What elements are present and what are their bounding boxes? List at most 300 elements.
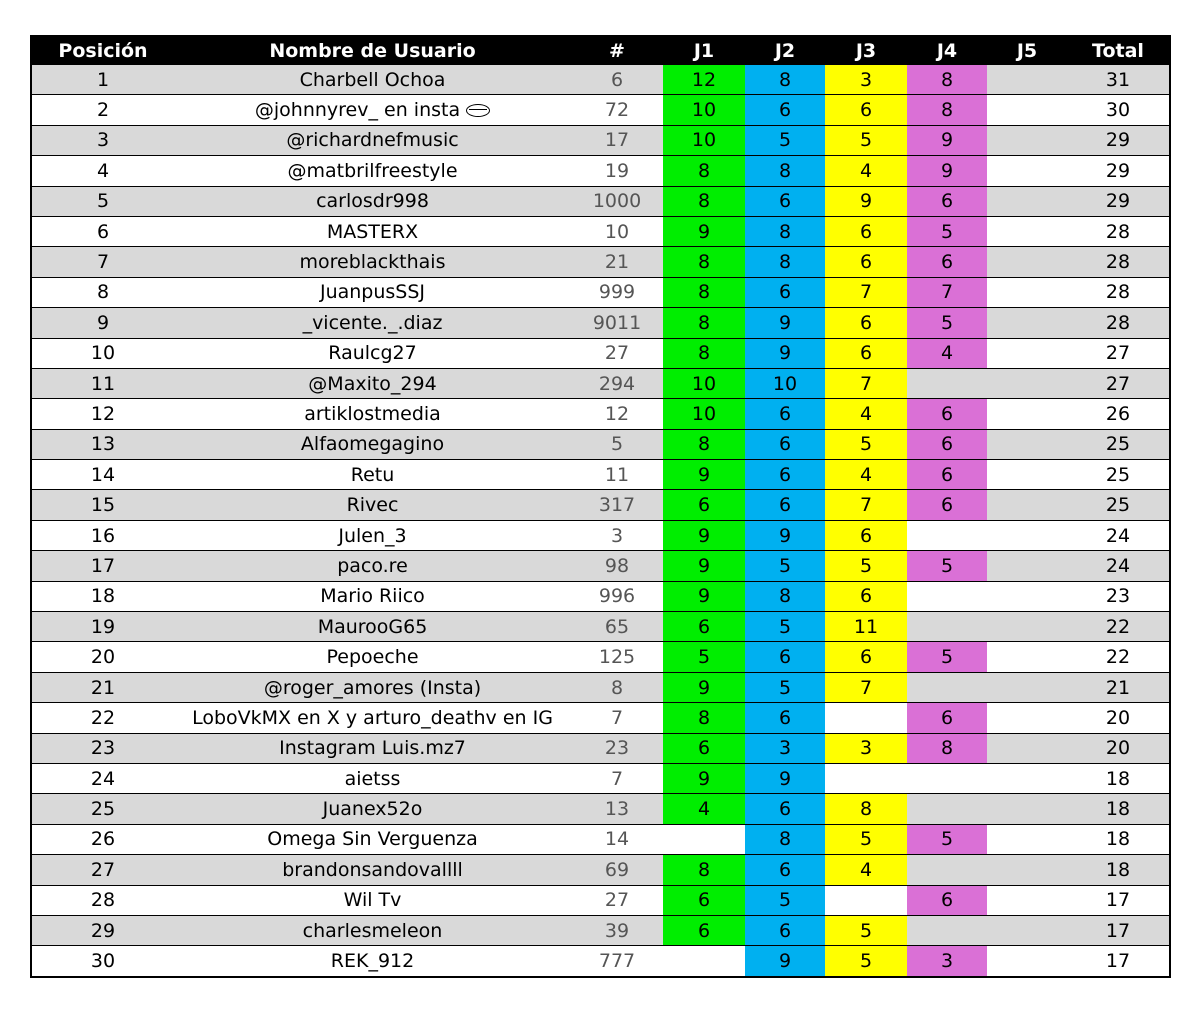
username-cell bbox=[174, 855, 571, 885]
j3-score-cell: 5 bbox=[825, 429, 907, 459]
j2-score-cell: 8 bbox=[745, 156, 825, 186]
j1-score-cell: 8 bbox=[663, 855, 745, 885]
table-body bbox=[31, 65, 1170, 977]
username-text: brandonsandovallll bbox=[282, 858, 463, 881]
number-cell: 65 bbox=[571, 612, 663, 642]
position-cell: 28 bbox=[31, 885, 174, 915]
j1-score-cell: 10 bbox=[663, 95, 745, 125]
number-cell: 8 bbox=[571, 672, 663, 702]
position-cell: 5 bbox=[31, 186, 174, 216]
j4-score-cell: 4 bbox=[907, 338, 987, 368]
j2-score-cell: 6 bbox=[745, 642, 825, 672]
username-cell bbox=[174, 186, 571, 216]
number-cell: 125 bbox=[571, 642, 663, 672]
number-cell: 9011 bbox=[571, 308, 663, 338]
j5-score-cell bbox=[987, 824, 1067, 854]
username-cell bbox=[174, 794, 571, 824]
j4-score-cell bbox=[907, 855, 987, 885]
j3-score-cell: 6 bbox=[825, 247, 907, 277]
j2-score-cell: 9 bbox=[745, 520, 825, 550]
j5-score-cell bbox=[987, 946, 1067, 977]
j1-score-cell: 9 bbox=[663, 520, 745, 550]
position-cell: 15 bbox=[31, 490, 174, 520]
j1-score-cell: 10 bbox=[663, 125, 745, 155]
number-cell: 39 bbox=[571, 915, 663, 945]
number-cell: 996 bbox=[571, 581, 663, 611]
number-cell: 777 bbox=[571, 946, 663, 977]
total-cell: 17 bbox=[1067, 915, 1170, 945]
j2-score-cell: 5 bbox=[745, 885, 825, 915]
header-position: Posición bbox=[31, 36, 174, 65]
header-j4: J4 bbox=[907, 36, 987, 65]
j2-score-cell: 6 bbox=[745, 95, 825, 125]
number-cell: 23 bbox=[571, 733, 663, 763]
total-cell: 17 bbox=[1067, 946, 1170, 977]
username-cell bbox=[174, 156, 571, 186]
j2-score-cell: 6 bbox=[745, 460, 825, 490]
table-row bbox=[31, 399, 1170, 429]
total-cell: 29 bbox=[1067, 156, 1170, 186]
total-cell: 20 bbox=[1067, 703, 1170, 733]
position-cell: 2 bbox=[31, 95, 174, 125]
username-text: Mario Riico bbox=[320, 585, 425, 608]
j4-score-cell: 7 bbox=[907, 277, 987, 307]
username-text: MASTERX bbox=[326, 220, 419, 243]
table-row bbox=[31, 277, 1170, 307]
j5-score-cell bbox=[987, 915, 1067, 945]
j2-score-cell: 9 bbox=[745, 308, 825, 338]
j5-score-cell bbox=[987, 429, 1067, 459]
table-row bbox=[31, 125, 1170, 155]
total-cell: 27 bbox=[1067, 368, 1170, 398]
j4-score-cell: 6 bbox=[907, 429, 987, 459]
j1-score-cell: 6 bbox=[663, 490, 745, 520]
username-text: Instagram Luis.mz7 bbox=[279, 737, 466, 760]
username-cell bbox=[174, 703, 571, 733]
position-cell: 23 bbox=[31, 733, 174, 763]
username-text: MaurooG65 bbox=[317, 615, 428, 638]
table-row bbox=[31, 642, 1170, 672]
j4-score-cell: 6 bbox=[907, 186, 987, 216]
total-cell: 28 bbox=[1067, 277, 1170, 307]
total-cell: 21 bbox=[1067, 672, 1170, 702]
username-text: JuanpusSSJ bbox=[319, 281, 426, 304]
total-cell: 30 bbox=[1067, 95, 1170, 125]
j5-score-cell bbox=[987, 490, 1067, 520]
username-cell bbox=[174, 672, 571, 702]
j3-score-cell: 6 bbox=[825, 308, 907, 338]
username-cell bbox=[174, 885, 571, 915]
j1-score-cell: 9 bbox=[663, 672, 745, 702]
j1-score-cell: 8 bbox=[663, 156, 745, 186]
j4-score-cell: 5 bbox=[907, 308, 987, 338]
username-cell bbox=[174, 763, 571, 793]
j2-score-cell: 5 bbox=[745, 125, 825, 155]
j3-score-cell: 5 bbox=[825, 915, 907, 945]
j5-score-cell bbox=[987, 551, 1067, 581]
number-cell: 19 bbox=[571, 156, 663, 186]
username-cell bbox=[174, 824, 571, 854]
table-row bbox=[31, 946, 1170, 977]
j5-score-cell bbox=[987, 672, 1067, 702]
j2-score-cell: 6 bbox=[745, 794, 825, 824]
position-cell: 11 bbox=[31, 368, 174, 398]
j1-score-cell: 12 bbox=[663, 65, 745, 95]
username-cell bbox=[174, 946, 571, 977]
j4-score-cell bbox=[907, 368, 987, 398]
total-cell: 17 bbox=[1067, 885, 1170, 915]
j3-score-cell: 7 bbox=[825, 490, 907, 520]
j3-score-cell: 5 bbox=[825, 946, 907, 977]
username-cell bbox=[174, 216, 571, 246]
position-cell: 29 bbox=[31, 915, 174, 945]
j3-score-cell: 3 bbox=[825, 65, 907, 95]
table-row bbox=[31, 216, 1170, 246]
j3-score-cell: 4 bbox=[825, 460, 907, 490]
total-cell: 22 bbox=[1067, 642, 1170, 672]
position-cell: 16 bbox=[31, 520, 174, 550]
table-row bbox=[31, 733, 1170, 763]
j5-score-cell bbox=[987, 308, 1067, 338]
header-number: # bbox=[571, 36, 663, 65]
j5-score-cell bbox=[987, 216, 1067, 246]
j5-score-cell bbox=[987, 338, 1067, 368]
position-cell: 30 bbox=[31, 946, 174, 977]
position-cell: 26 bbox=[31, 824, 174, 854]
number-cell: 98 bbox=[571, 551, 663, 581]
position-cell: 17 bbox=[31, 551, 174, 581]
j3-score-cell: 8 bbox=[825, 794, 907, 824]
table-row bbox=[31, 460, 1170, 490]
username-cell bbox=[174, 642, 571, 672]
j3-score-cell: 7 bbox=[825, 368, 907, 398]
j1-score-cell: 6 bbox=[663, 885, 745, 915]
username-cell bbox=[174, 399, 571, 429]
username-text: @richardnefmusic bbox=[286, 129, 459, 152]
username-cell bbox=[174, 247, 571, 277]
total-cell: 29 bbox=[1067, 125, 1170, 155]
j1-score-cell: 9 bbox=[663, 216, 745, 246]
j2-score-cell: 6 bbox=[745, 429, 825, 459]
j2-score-cell: 6 bbox=[745, 855, 825, 885]
table-row bbox=[31, 885, 1170, 915]
total-cell: 18 bbox=[1067, 794, 1170, 824]
table-row bbox=[31, 368, 1170, 398]
j1-score-cell: 4 bbox=[663, 794, 745, 824]
j2-score-cell: 6 bbox=[745, 490, 825, 520]
table-row bbox=[31, 520, 1170, 550]
number-cell: 27 bbox=[571, 338, 663, 368]
j4-score-cell bbox=[907, 581, 987, 611]
j5-score-cell bbox=[987, 581, 1067, 611]
j1-score-cell: 6 bbox=[663, 915, 745, 945]
total-cell: 28 bbox=[1067, 308, 1170, 338]
j3-score-cell: 6 bbox=[825, 338, 907, 368]
j4-score-cell: 5 bbox=[907, 824, 987, 854]
position-cell: 18 bbox=[31, 581, 174, 611]
j3-score-cell: 6 bbox=[825, 520, 907, 550]
j2-score-cell: 5 bbox=[745, 551, 825, 581]
table-row bbox=[31, 247, 1170, 277]
j5-score-cell bbox=[987, 520, 1067, 550]
table-row bbox=[31, 763, 1170, 793]
j5-score-cell bbox=[987, 95, 1067, 125]
table-row bbox=[31, 95, 1170, 125]
j4-score-cell: 6 bbox=[907, 490, 987, 520]
total-cell: 28 bbox=[1067, 247, 1170, 277]
username-text: Charbell Ochoa bbox=[299, 68, 446, 91]
position-cell: 7 bbox=[31, 247, 174, 277]
number-cell: 3 bbox=[571, 520, 663, 550]
position-cell: 13 bbox=[31, 429, 174, 459]
number-cell: 294 bbox=[571, 368, 663, 398]
j5-score-cell bbox=[987, 703, 1067, 733]
number-cell: 13 bbox=[571, 794, 663, 824]
position-cell: 12 bbox=[31, 399, 174, 429]
j5-score-cell bbox=[987, 399, 1067, 429]
username-cell bbox=[174, 277, 571, 307]
username-text: @matbrilfreestyle bbox=[287, 159, 458, 182]
header-total: Total bbox=[1067, 36, 1170, 65]
j1-score-cell: 5 bbox=[663, 642, 745, 672]
table-row bbox=[31, 65, 1170, 95]
header-row bbox=[31, 36, 1170, 65]
j3-score-cell: 6 bbox=[825, 216, 907, 246]
j4-score-cell: 5 bbox=[907, 642, 987, 672]
j3-score-cell: 6 bbox=[825, 95, 907, 125]
username-cell bbox=[174, 368, 571, 398]
username-cell bbox=[174, 65, 571, 95]
username-cell bbox=[174, 520, 571, 550]
j1-score-cell: 10 bbox=[663, 368, 745, 398]
username-text: Alfaomegagino bbox=[300, 433, 445, 456]
position-cell: 4 bbox=[31, 156, 174, 186]
j4-score-cell: 6 bbox=[907, 460, 987, 490]
number-cell: 5 bbox=[571, 429, 663, 459]
j4-score-cell: 5 bbox=[907, 216, 987, 246]
table-row bbox=[31, 308, 1170, 338]
j1-score-cell: 10 bbox=[663, 399, 745, 429]
j5-score-cell bbox=[987, 763, 1067, 793]
j3-score-cell: 6 bbox=[825, 642, 907, 672]
j5-score-cell bbox=[987, 277, 1067, 307]
position-cell: 6 bbox=[31, 216, 174, 246]
j2-score-cell: 6 bbox=[745, 277, 825, 307]
j1-score-cell: 8 bbox=[663, 308, 745, 338]
position-cell: 3 bbox=[31, 125, 174, 155]
total-cell: 25 bbox=[1067, 490, 1170, 520]
j4-score-cell bbox=[907, 794, 987, 824]
j5-score-cell bbox=[987, 125, 1067, 155]
j2-score-cell: 8 bbox=[745, 216, 825, 246]
j4-score-cell bbox=[907, 612, 987, 642]
j3-score-cell: 5 bbox=[825, 551, 907, 581]
username-text: REK_912 bbox=[330, 950, 415, 973]
table-row bbox=[31, 855, 1170, 885]
table-row bbox=[31, 824, 1170, 854]
number-cell: 21 bbox=[571, 247, 663, 277]
j4-score-cell: 8 bbox=[907, 65, 987, 95]
j4-score-cell bbox=[907, 763, 987, 793]
j1-score-cell: 9 bbox=[663, 581, 745, 611]
username-text: carlosdr998 bbox=[316, 190, 429, 213]
username-text: @Maxito_294 bbox=[308, 372, 437, 395]
table-row bbox=[31, 338, 1170, 368]
header-j5: J5 bbox=[987, 36, 1067, 65]
j1-score-cell: 9 bbox=[663, 763, 745, 793]
j1-score-cell bbox=[663, 946, 745, 977]
position-cell: 25 bbox=[31, 794, 174, 824]
table-row bbox=[31, 612, 1170, 642]
table-row bbox=[31, 186, 1170, 216]
number-cell: 7 bbox=[571, 703, 663, 733]
username-cell bbox=[174, 460, 571, 490]
username-text: Raulcg27 bbox=[328, 342, 417, 365]
total-cell: 18 bbox=[1067, 763, 1170, 793]
position-cell: 9 bbox=[31, 308, 174, 338]
j1-score-cell: 8 bbox=[663, 247, 745, 277]
username-text: Retu bbox=[350, 463, 395, 486]
number-cell: 27 bbox=[571, 885, 663, 915]
j3-score-cell bbox=[825, 763, 907, 793]
header-j1: J1 bbox=[663, 36, 745, 65]
j3-score-cell: 9 bbox=[825, 186, 907, 216]
j4-score-cell: 8 bbox=[907, 733, 987, 763]
position-cell: 14 bbox=[31, 460, 174, 490]
j2-score-cell: 8 bbox=[745, 824, 825, 854]
j3-score-cell: 7 bbox=[825, 672, 907, 702]
total-cell: 27 bbox=[1067, 338, 1170, 368]
j1-score-cell: 8 bbox=[663, 703, 745, 733]
j5-score-cell bbox=[987, 885, 1067, 915]
j5-score-cell bbox=[987, 368, 1067, 398]
total-cell: 26 bbox=[1067, 399, 1170, 429]
j3-score-cell bbox=[825, 703, 907, 733]
j3-score-cell: 4 bbox=[825, 156, 907, 186]
j3-score-cell bbox=[825, 885, 907, 915]
number-cell: 11 bbox=[571, 460, 663, 490]
username-text: Juanex52o bbox=[322, 798, 423, 821]
position-cell: 22 bbox=[31, 703, 174, 733]
j3-score-cell: 7 bbox=[825, 277, 907, 307]
username-text: @roger_amores (Insta) bbox=[263, 676, 482, 699]
number-cell: 7 bbox=[571, 763, 663, 793]
j5-score-cell bbox=[987, 612, 1067, 642]
total-cell: 29 bbox=[1067, 186, 1170, 216]
j2-score-cell: 8 bbox=[745, 65, 825, 95]
username-cell bbox=[174, 95, 571, 125]
j2-score-cell: 6 bbox=[745, 915, 825, 945]
j4-score-cell bbox=[907, 520, 987, 550]
j3-score-cell: 4 bbox=[825, 399, 907, 429]
j1-score-cell bbox=[663, 824, 745, 854]
table-row bbox=[31, 794, 1170, 824]
number-cell: 1000 bbox=[571, 186, 663, 216]
username-text: paco.re bbox=[337, 554, 408, 577]
table-row bbox=[31, 490, 1170, 520]
header-username: Nombre de Usuario bbox=[174, 36, 571, 65]
j4-score-cell: 6 bbox=[907, 885, 987, 915]
j3-score-cell: 4 bbox=[825, 855, 907, 885]
j3-score-cell: 3 bbox=[825, 733, 907, 763]
table-row bbox=[31, 703, 1170, 733]
username-text: Omega Sin Verguenza bbox=[267, 828, 478, 851]
position-cell: 21 bbox=[31, 672, 174, 702]
j4-score-cell: 9 bbox=[907, 156, 987, 186]
number-cell: 72 bbox=[571, 95, 663, 125]
username-text: aietss bbox=[344, 767, 401, 790]
j5-score-cell bbox=[987, 247, 1067, 277]
j1-score-cell: 8 bbox=[663, 277, 745, 307]
username-text: Pepoeche bbox=[326, 646, 419, 669]
j1-score-cell: 8 bbox=[663, 338, 745, 368]
username-text: Wil Tv bbox=[343, 889, 402, 912]
j4-score-cell: 6 bbox=[907, 247, 987, 277]
j4-score-cell: 9 bbox=[907, 125, 987, 155]
table-row bbox=[31, 915, 1170, 945]
header-j3: J3 bbox=[825, 36, 907, 65]
leaderboard-table bbox=[30, 35, 1171, 978]
j2-score-cell: 6 bbox=[745, 703, 825, 733]
j4-score-cell bbox=[907, 915, 987, 945]
username-text: Rivec bbox=[346, 494, 399, 517]
username-cell bbox=[174, 125, 571, 155]
table-header bbox=[31, 36, 1170, 65]
table-row bbox=[31, 672, 1170, 702]
position-cell: 27 bbox=[31, 855, 174, 885]
j4-score-cell: 6 bbox=[907, 399, 987, 429]
j3-score-cell: 5 bbox=[825, 125, 907, 155]
j1-score-cell: 9 bbox=[663, 551, 745, 581]
total-cell: 31 bbox=[1067, 65, 1170, 95]
j5-score-cell bbox=[987, 733, 1067, 763]
total-cell: 25 bbox=[1067, 429, 1170, 459]
number-cell: 999 bbox=[571, 277, 663, 307]
number-cell: 12 bbox=[571, 399, 663, 429]
username-text: charlesmeleon bbox=[302, 919, 443, 942]
j2-score-cell: 3 bbox=[745, 733, 825, 763]
j4-score-cell: 3 bbox=[907, 946, 987, 977]
j5-score-cell bbox=[987, 855, 1067, 885]
position-cell: 10 bbox=[31, 338, 174, 368]
total-cell: 25 bbox=[1067, 460, 1170, 490]
header-j2: J2 bbox=[745, 36, 825, 65]
j2-score-cell: 8 bbox=[745, 247, 825, 277]
username-text: Julen_3 bbox=[338, 524, 407, 547]
j1-score-cell: 8 bbox=[663, 186, 745, 216]
j4-score-cell: 6 bbox=[907, 703, 987, 733]
j5-score-cell bbox=[987, 156, 1067, 186]
username-cell bbox=[174, 308, 571, 338]
j2-score-cell: 9 bbox=[745, 338, 825, 368]
lips-icon bbox=[466, 104, 490, 117]
j1-score-cell: 6 bbox=[663, 733, 745, 763]
j5-score-cell bbox=[987, 65, 1067, 95]
table-row bbox=[31, 581, 1170, 611]
username-cell bbox=[174, 338, 571, 368]
number-cell: 17 bbox=[571, 125, 663, 155]
username-cell bbox=[174, 733, 571, 763]
j2-score-cell: 10 bbox=[745, 368, 825, 398]
number-cell: 317 bbox=[571, 490, 663, 520]
username-text: _vicente._.diaz bbox=[302, 311, 443, 334]
username-cell bbox=[174, 581, 571, 611]
number-cell: 10 bbox=[571, 216, 663, 246]
j1-score-cell: 8 bbox=[663, 429, 745, 459]
total-cell: 18 bbox=[1067, 855, 1170, 885]
position-cell: 20 bbox=[31, 642, 174, 672]
j5-score-cell bbox=[987, 460, 1067, 490]
